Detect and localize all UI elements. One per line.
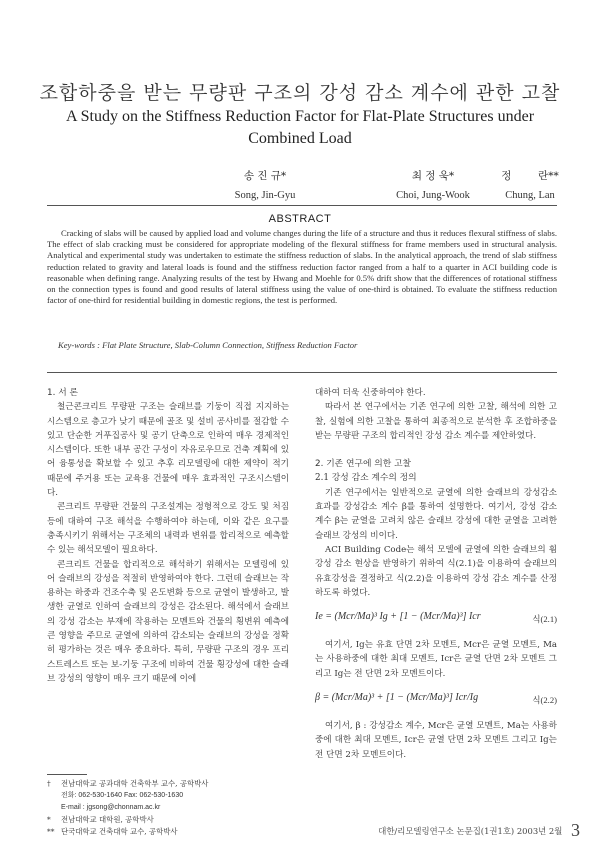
body-paragraph: 대하여 더욱 신중하여야 한다. <box>315 388 426 398</box>
author-name-en: Chung, Lan <box>505 190 555 201</box>
footnote-marker: * <box>47 815 51 824</box>
footnote-email: E-mail : jgsong@chonnam.ac.kr <box>61 804 161 811</box>
author-list <box>0 167 600 207</box>
section-heading-previous-studies: 2. 기존 연구에 의한 고찰 <box>315 459 412 470</box>
footnote-divider <box>47 774 87 775</box>
body-paragraph: 콘크리트 건물을 합리적으로 해석하기 위해서는 모델링에 있어 슬래브의 강성을 적절히 반영하여야 한다. 그런데 슬래브는 작용하는 하중과 건조수축 및 온도변화 등으로 균열이 발생하고, 발생한 균열로 인하여 슬래브의 강성은 감소된다. 해석에서 슬래브의 강성 감소는 부재에 작용하는 모멘트와 건물의 횡변위 예측에 큰 영향을 주므로 균열에 의하여 감소되는 슬래브의 강성을 정확히 평가하는 것은 매우 중요하다. 특히, 무량판 구조의 경우 프리스트레스트 또는 보-기둥 구조에 비하여 건물 횡강성에 대한 슬래브 강성의 영향이 매우 크기 때문에 이에 <box>47 559 289 684</box>
author-3 <box>470 167 590 205</box>
author-name-ko: 송 진 규* <box>243 170 287 182</box>
footnotes <box>47 778 289 838</box>
section-heading-introduction: 1. 서 론 <box>47 388 78 398</box>
keywords: Key-words : Flat Plate Structure, Slab-Column Connection, Stiffness Reduction Factor <box>58 340 358 350</box>
title-english: A Study on the Stiffness Reduction Factor for Flat-Plate Structures under Combined Load <box>65 108 535 147</box>
author-name-en: Choi, Jung-Wook <box>396 190 470 201</box>
footnote-text: 전남대학교 공과대학 건축학부 교수, 공학박사 <box>61 779 209 788</box>
footnote-marker: ** <box>47 827 55 836</box>
footnote-marker: † <box>47 779 51 788</box>
equation-2-2 <box>315 685 557 715</box>
equation-expression: β = (Mcr/Ma)³ + [1 − (Mcr/Ma)³] Icr/Ig <box>315 692 479 704</box>
author-name-ko: 최 정 욱* <box>411 170 455 182</box>
journal-info: 대한/리모델링연구소 논문집(1권1호) 2003년 2월 <box>378 826 563 836</box>
body-paragraph: ACI Building Code는 해석 모델에 균열에 의한 슬래브의 휨 강성 감소 현상을 반영하기 위하여 식(2.1)을 이용하여 슬래브의 유효강성을 결정하고 식(2.2)을 이용하여 강성 감소 계수를 산정하도록 하였다. <box>315 544 557 598</box>
equation-number: 식(2.2) <box>532 695 557 706</box>
column-right <box>315 386 557 762</box>
abstract-text: Cracking of slabs will be caused by applied load and volume changes during the life of a structure and thus it reduces flexural stiffness of slabs. The effect of slab cracking must be considered for appropriate modeling of the flexural stiffness for frame members used in structural analysis. Analytical and experimental study was undertaken to estimate the stiffness reduction of slabs. In the analytical approach, the trend of slab stiffness reduction related to gravity and lateral loads is found and the stiffness reduction factor ranged from a half to a quarter in ACI building code is reasonable when defining range. Analyzing results of the test by Hwang and Moehle for 0.5% drift show that the differences of rotational stiffness on the connection types is found and good results of lateral stiffness using the value of one-third is obtained. To evaluate the stiffness reduction factor of one-third for residential building in domestic regions, the test is performed. <box>47 228 557 306</box>
body-paragraph: 철근콘크리트 무량판 구조는 슬래브를 기둥이 직접 지지하는 시스템으로 층고가 낮기 때문에 골조 및 설비 공사비를 절감할 수 있고 단순한 거푸집공사 및 공기 단축으로 인하여 매우 경제적인 시스템이다. 또한 내부 공간 구성이 자유로우므로 건축 계획에 있어 융통성을 확보할 수 있고 추후 리모델링에 대한 제약이 적기 때문에 주거용 또는 교육용 건물에 매우 효과적인 구조시스템이다. <box>47 402 289 499</box>
body-paragraph: 콘크리트 무량판 건물의 구조설계는 정형적으로 강도 및 처짐 등에 대하여 구조 해석을 수행하여야 하는데, 이와 같은 요구를 충족시키기 위해서는 구조체의 내력과 변위를 합리적으로 예측할 수 있는 해석모델이 필요하다. <box>47 502 289 556</box>
footnote-3 <box>47 826 289 838</box>
body-paragraph: 여기서, Ig는 유효 단면 2차 모멘트, Mcr은 균열 모멘트, Ma는 사용하중에 대한 최대 모멘트, Icr은 균열 단면 2차 모멘트 그리고 Ig는 전 단면 2차 모멘트이다. <box>315 640 557 679</box>
author-name-ko: 정 란** <box>501 170 559 182</box>
divider-top <box>47 205 557 206</box>
equation-number: 식(2.1) <box>532 614 557 625</box>
page-footer <box>320 820 580 841</box>
footnote-contact: 전화: 062-530-1640 Fax: 062-530-1630 <box>61 792 184 799</box>
footnote-1 <box>47 778 289 790</box>
divider-bottom <box>47 372 557 373</box>
author-1 <box>200 167 330 205</box>
footnote-text: 전남대학교 대학원, 공학박사 <box>61 815 154 824</box>
footnote-text: 단국대학교 건축대학 교수, 공학박사 <box>61 827 178 836</box>
body-paragraph: 여기서, β : 강성감소 계수, Mcr은 균열 모멘트, Ma는 사용하중에 대한 최대 모멘트, Icr은 균열 단면 2차 모멘트 그리고 Ig는 전 단면 2차 모멘트이다. <box>315 721 557 760</box>
equation-expression: Ie = (Mcr/Ma)³ Ig + [1 − (Mcr/Ma)³] Icr <box>315 611 481 623</box>
body-paragraph: 따라서 본 연구에서는 기존 연구에 의한 고찰, 해석에 의한 고찰, 실험에 의한 고찰을 통하여 최종적으로 분석한 후 조합하중을 받는 무량판 구조의 합리적인 강성 감소 계수를 제안하였다. <box>315 402 557 441</box>
title-korean: 조합하중을 받는 무량판 구조의 강성 감소 계수에 관한 고찰 <box>39 82 561 104</box>
equation-2-1 <box>315 604 557 634</box>
author-name-en: Song, Jin-Gyu <box>234 190 296 201</box>
page-number: 3 <box>571 820 580 840</box>
abstract-heading: ABSTRACT <box>268 213 332 225</box>
subsection-heading: 2.1 강성 감소 계수의 정의 <box>315 473 417 484</box>
body-paragraph: 기존 연구에서는 일반적으로 균열에 의한 슬래브의 강성감소 효과를 강성감소 계수 β를 통하여 설명한다. 여기서, 강성 감소 계수 β는 균열을 고려치 않은 슬래브 강성에 대한 균열을 고려한 슬래브 강성의 비이다. <box>315 487 557 541</box>
footnote-2 <box>47 814 289 826</box>
column-left <box>47 386 289 686</box>
